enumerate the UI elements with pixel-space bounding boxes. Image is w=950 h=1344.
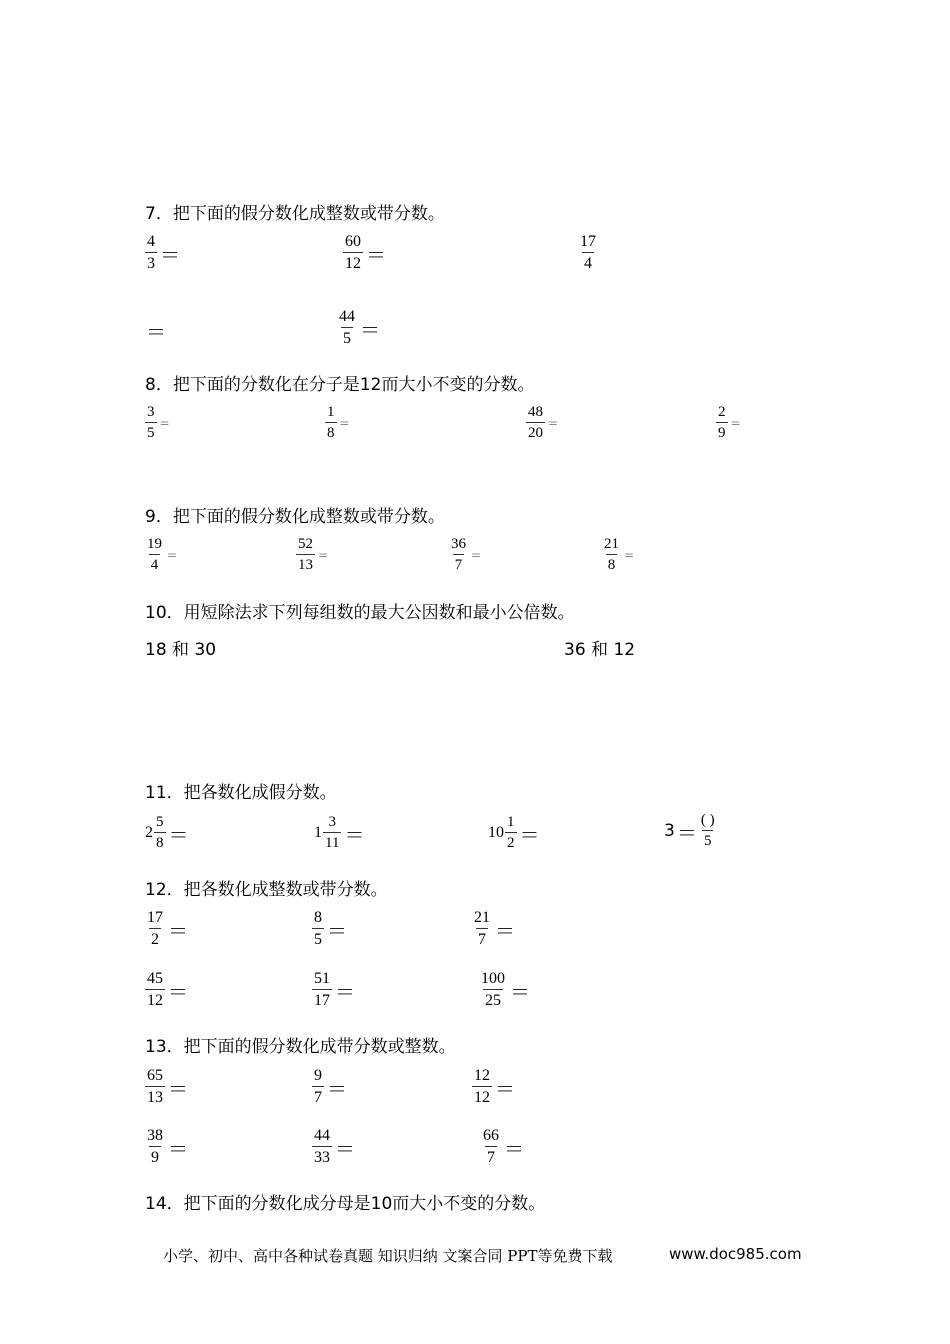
fraction: $\frac{60}{12}$	[345, 233, 361, 272]
question-9-title: 9．把下面的假分数化成整数或带分数。	[145, 507, 445, 527]
fraction: $\frac{36}{7}$	[451, 536, 466, 573]
equals-sign: ＝	[366, 242, 386, 267]
q7-expr-2	[343, 234, 386, 272]
equals-sign: ＝	[327, 918, 347, 943]
fraction: $\frac{5}{8}$	[156, 814, 164, 851]
fraction: $\frac{21}{8}$	[604, 536, 619, 573]
fraction: $\frac{100}{25}$	[481, 970, 505, 1009]
fraction: $\frac{1}{2}$	[507, 814, 515, 851]
q11-expr-1	[145, 815, 189, 851]
question-14-title: 14．把下面的分数化成分母是10而大小不变的分数。	[145, 1194, 546, 1214]
q8-expr-1	[145, 405, 170, 441]
q7-expr-3	[578, 234, 598, 272]
equals-sign: ＝	[168, 822, 189, 847]
equals-sign: ＝	[168, 979, 188, 1004]
q12-expr-5	[312, 971, 355, 1009]
fraction: $\frac{2}{9}$	[718, 404, 726, 441]
q13-expr-4	[145, 1128, 188, 1166]
equals-sign: ＝	[146, 320, 166, 344]
q8-expr-4	[716, 405, 741, 441]
equals-sign: ＝	[168, 1076, 188, 1101]
whole-number: 10	[488, 824, 504, 841]
equals-sign: ＝	[510, 979, 530, 1004]
q11-expr-3	[488, 815, 540, 851]
whole-number: 2	[145, 824, 153, 841]
question-8-title: 8．把下面的分数化在分子是12而大小不变的分数。	[145, 375, 535, 395]
q11-expr-2	[314, 815, 364, 851]
q13-expr-5	[312, 1128, 355, 1166]
q9-expr-2	[296, 537, 328, 573]
equals-sign: =	[624, 548, 635, 562]
q12-expr-6	[479, 971, 530, 1009]
fraction: $\frac{52}{13}$	[298, 536, 313, 573]
equals-sign: =	[159, 416, 170, 430]
question-13-title: 13．把下面的假分数化成带分数或整数。	[145, 1037, 456, 1057]
equals-sign: ＝	[676, 820, 697, 845]
question-7-title: 7．把下面的假分数化成整数或带分数。	[145, 204, 445, 224]
q13-expr-6	[481, 1128, 524, 1166]
equals-sign: =	[339, 416, 350, 430]
fraction: $\frac{19}{4}$	[147, 536, 162, 573]
fraction: $\frac{38}{9}$	[147, 1127, 163, 1166]
equals-sign: ＝	[168, 1136, 188, 1161]
question-11-title: 11．把各数化成假分数。	[145, 783, 337, 803]
fraction: $\frac{9}{7}$	[314, 1067, 322, 1106]
equals-sign: ＝	[168, 918, 188, 943]
q13-expr-1	[145, 1068, 188, 1106]
fraction: $\frac{51}{17}$	[314, 970, 330, 1009]
q9-expr-4	[602, 537, 634, 573]
q12-expr-1	[145, 910, 188, 948]
whole-number: 1	[314, 824, 322, 841]
equals-sign: ＝	[335, 979, 355, 1004]
fraction: $\frac{17}{2}$	[147, 909, 163, 948]
q7-expr-1	[145, 234, 180, 272]
q9-expr-1	[145, 537, 177, 573]
equals-sign: =	[730, 416, 741, 430]
fraction: $\frac{1}{8}$	[327, 404, 335, 441]
q13-expr-2	[312, 1068, 347, 1106]
q9-expr-3	[449, 537, 481, 573]
q7-expr-4	[143, 316, 166, 345]
fraction: $\frac{17}{4}$	[580, 233, 596, 272]
q11-expr-4	[664, 813, 717, 849]
fraction: $\frac{12}{12}$	[474, 1067, 490, 1106]
footer-url[interactable]: www.doc985.com	[669, 1245, 802, 1263]
equals-sign: =	[318, 548, 329, 562]
equals-sign: ＝	[344, 822, 365, 847]
q10-group-1: 18 和 30	[145, 640, 217, 660]
fraction: $\frac{3}{5}$	[147, 404, 155, 441]
fraction: $\frac{48}{20}$	[528, 404, 543, 441]
equals-sign: ＝	[335, 1136, 355, 1161]
question-12-title: 12．把各数化成整数或带分数。	[145, 880, 388, 900]
fraction: $\frac{45}{12}$	[147, 970, 163, 1009]
q7-expr-5	[337, 309, 380, 347]
equals-sign: ＝	[495, 1076, 515, 1101]
equals-sign: ＝	[495, 918, 515, 943]
equals-sign: ＝	[519, 822, 540, 847]
equals-sign: =	[167, 548, 178, 562]
fraction: $\frac{21}{7}$	[474, 909, 490, 948]
q12-expr-2	[312, 910, 347, 948]
fraction: $\frac{66}{7}$	[483, 1127, 499, 1166]
question-10-title: 10．用短除法求下列每组数的最大公因数和最小公倍数。	[145, 603, 575, 623]
fraction: $\frac{( )}{5}$	[700, 812, 715, 849]
equals-sign: =	[471, 548, 482, 562]
fraction: $\frac{65}{13}$	[147, 1067, 163, 1106]
equals-sign: ＝	[360, 317, 380, 342]
equals-sign: ＝	[504, 1136, 524, 1161]
q10-group-2: 36 和 12	[564, 640, 636, 660]
equals-sign: ＝	[160, 242, 180, 267]
footer-text: 小学、初中、高中各种试卷真题 知识归纳 文案合同 PPT等免费下载	[163, 1247, 613, 1265]
q8-expr-3	[526, 405, 558, 441]
whole-number: 3	[664, 821, 675, 841]
fraction: $\frac{44}{5}$	[339, 308, 355, 347]
q12-expr-3	[472, 910, 515, 948]
fraction: $\frac{4}{3}$	[147, 233, 155, 272]
q13-expr-3	[472, 1068, 515, 1106]
equals-sign: ＝	[327, 1076, 347, 1101]
blank-numerator: ( )	[700, 812, 715, 828]
fraction: $\frac{44}{33}$	[314, 1127, 330, 1166]
fraction: $\frac{8}{5}$	[314, 909, 322, 948]
fraction: $\frac{3}{11}$	[325, 814, 340, 851]
q12-expr-4	[145, 971, 188, 1009]
q8-expr-2	[325, 405, 350, 441]
equals-sign: =	[548, 416, 559, 430]
